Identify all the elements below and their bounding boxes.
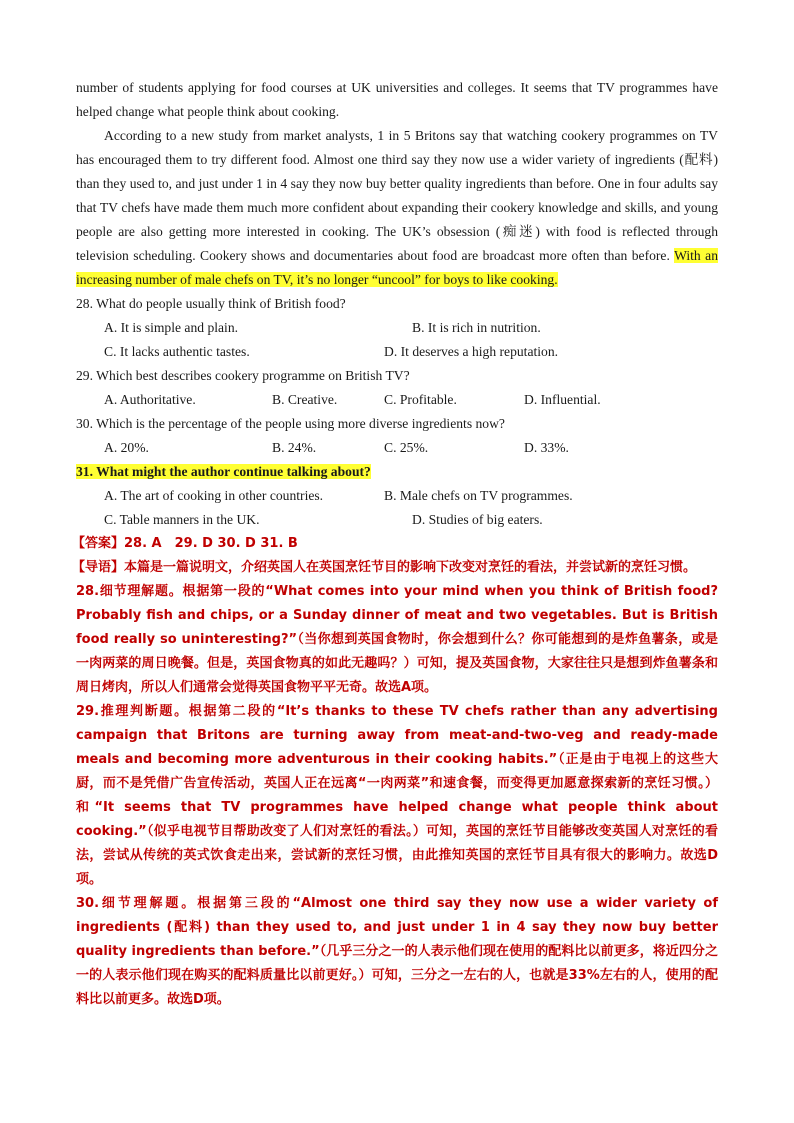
question-31-options-row-2	[76, 508, 718, 532]
explanation-30: 30.细节理解题。根据第三段的“Almost one third say they now use a wider variety of ingredients (配料) than they used to, and just under 1 in 4 say they now buy better quality ingredients than before.”（几乎三分之一的人表示他们现在使用的配料比以前更多，将近四分之一的人表示他们现在购买的配料质量比以前更好。）可知，三分之一左右的人，也就是33%左右的人，使用的配料比以前更多。故选D项。	[76, 896, 718, 1007]
question-31-option-b: B. Male chefs on TV programmes.	[384, 488, 573, 503]
question-30-option-a: A. 20%.	[104, 440, 149, 455]
explanation-28: 28.细节理解题。根据第一段的“What comes into your mind when you think of British food? Probably fish and chips, or a Sunday dinner of meat and two vegetables. But is British food really so uninteresting?”（当你想到英国食物时，你会想到什么？你可能想到的是炸鱼薯条，或是一肉两菜的周日晚餐。但是，英国食物真的如此无趣吗？）可知，提及英国食物，大家往往只是想到炸鱼薯条和周日烤肉，所以人们通常会觉得英国食物平平无奇。故选A项。	[76, 584, 718, 695]
question-29-option-a: A. Authoritative.	[104, 392, 196, 407]
question-31-option-d: D. Studies of big eaters.	[412, 512, 543, 527]
question-28-options-row-1	[76, 316, 718, 340]
question-28-option-b: B. It is rich in nutrition.	[412, 320, 541, 335]
question-29-option-c: C. Profitable.	[384, 392, 457, 407]
question-30-option-b: B. 24%.	[272, 440, 317, 455]
question-29-option-b: B. Creative.	[272, 392, 338, 407]
passage-paragraph-2-text: According to a new study from market analysts, 1 in 5 Britons say that watching cookery programmes on TV has encouraged them to try different food. Almost one third say they now use a wider variety of ingredients (配料) than they used to, and just under 1 in 4 say they now buy better quality ingredients than before. One in four adults say that TV chefs have made them much more confident about expanding their cookery knowledge and skills, and young people are also getting more interested in cooking. The UK’s obsession (痴迷) with food is reflected through television scheduling. Cookery shows and documentaries about food are broadcast more often than before.	[76, 128, 718, 263]
question-31-stem	[76, 460, 718, 484]
question-29-stem: 29. Which best describes cookery programme on British TV?	[76, 368, 410, 383]
question-29-option-d: D. Influential.	[524, 392, 601, 407]
guide-paragraph: 【导语】本篇是一篇说明文，介绍英国人在英国烹饪节目的影响下改变对烹饪的看法，并尝试新的烹饪习惯。	[72, 560, 697, 575]
question-30-options-row	[76, 436, 718, 460]
document-page	[72, 76, 718, 1012]
question-28-stem: 28. What do people usually think of British food?	[76, 296, 346, 311]
question-30-option-d: D. 33%.	[524, 440, 569, 455]
question-31-stem-highlight: 31. What might the author continue talking about?	[76, 464, 371, 479]
question-31-option-a: A. The art of cooking in other countries.	[104, 488, 324, 503]
question-31-options-row-1	[76, 484, 718, 508]
question-28-option-a: A. It is simple and plain.	[104, 320, 239, 335]
question-31-option-c: C. Table manners in the UK.	[104, 512, 260, 527]
question-28-options-row-2	[76, 340, 718, 364]
passage-paragraph-1-tail: number of students applying for food courses at UK universities and colleges. It seems that TV programmes have helped change what people think about cooking.	[76, 80, 718, 119]
question-30-stem: 30. Which is the percentage of the people using more diverse ingredients now?	[76, 416, 505, 431]
highlighted-sentence: With an increasing number of male chefs on TV, it’s no longer “uncool” for boys to like cooking.	[76, 248, 718, 287]
question-30-option-c: C. 25%.	[384, 440, 429, 455]
passage-paragraph-2	[76, 124, 718, 292]
answer-explanations	[72, 532, 718, 1012]
question-29-options-row	[76, 388, 718, 412]
answer-key-line: 【答案】28. A 29. D 30. D 31. B	[72, 536, 298, 551]
question-28-option-d: D. It deserves a high reputation.	[384, 344, 559, 359]
explanation-29: 29.推理判断题。根据第二段的“It’s thanks to these TV chefs rather than any advertising campaign that Britons are turning away from meat-and-two-veg and ready-made meals and becoming more adventurous in their cooking habits.”（正是由于电视上的这些大厨，而不是凭借广告宣传活动，英国人正在远离“一肉两菜”和速食餐，而变得更加愿意探索新的烹饪习惯。）和“It seems that TV programmes have helped change what people think about cooking.”（似乎电视节目帮助改变了人们对烹饪的看法。）可知，英国的烹饪节目能够改变英国人对烹饪的看法，尝试从传统的英式饮食走出来，尝试新的烹饪习惯，由此推知英国的烹饪节目具有很大的影响力。故选D项。	[76, 704, 718, 887]
question-28-option-c: C. It lacks authentic tastes.	[104, 344, 250, 359]
